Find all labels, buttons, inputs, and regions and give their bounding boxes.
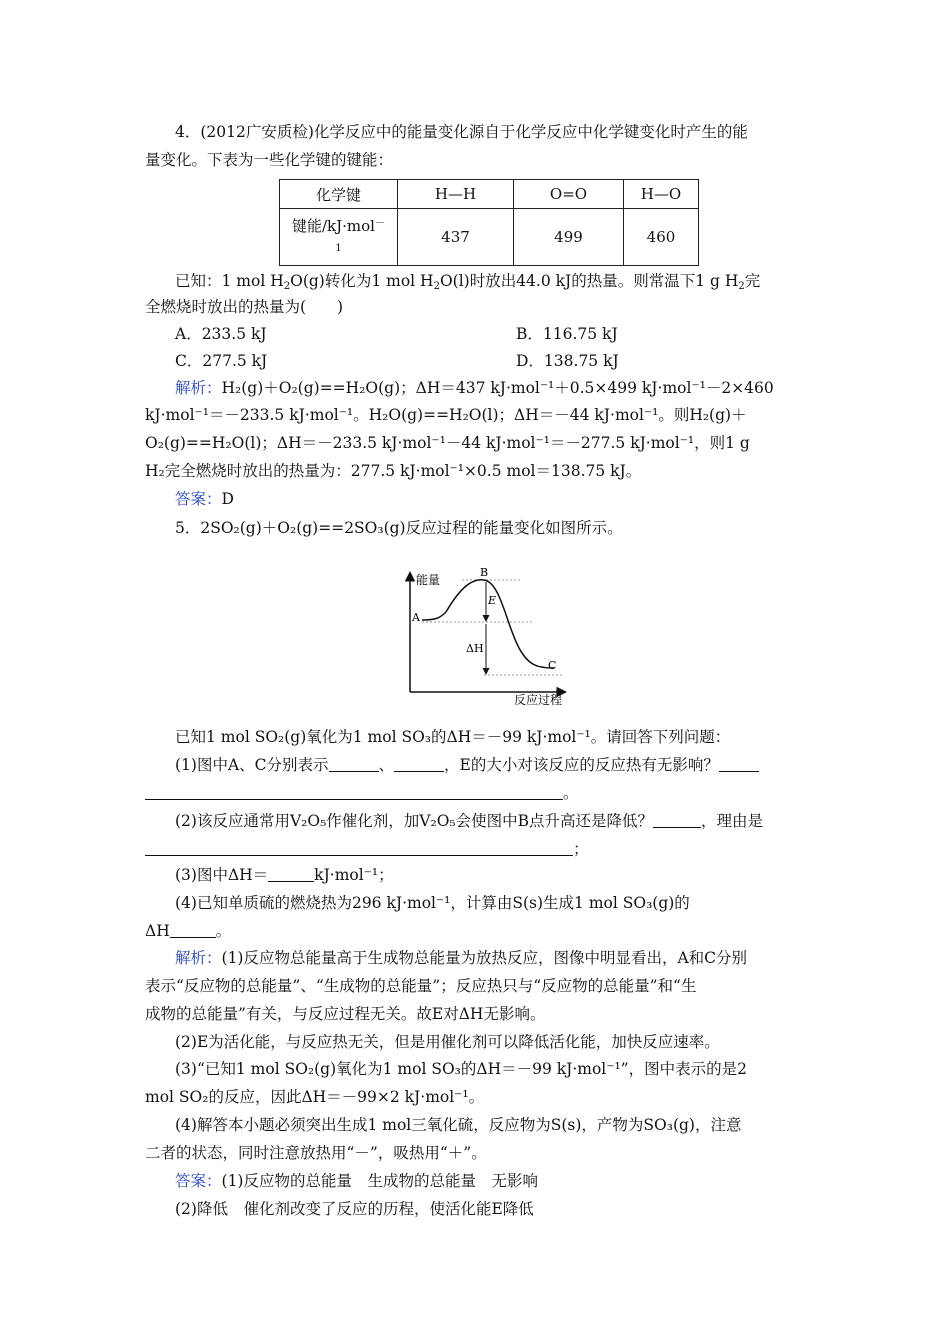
x-axis-label: 反应过程	[514, 693, 563, 707]
table-cell: 437	[398, 209, 514, 266]
table-cell: 460	[624, 209, 699, 266]
sub1-text: ，E的大小对该反应的反应热有无影响？	[444, 756, 719, 774]
sub2-text: ，理由是	[701, 812, 764, 830]
answer-blank[interactable]	[653, 812, 701, 828]
q5-known: 已知1 mol SO₂(g)氧化为1 mol SO₃的ΔH＝－99 kJ·mol⁻¹。请回答下列问题：	[175, 728, 731, 746]
option-a: A．233.5 kJ	[175, 325, 267, 343]
q5-analysis-3a: (3)“已知1 mol SO₂(g)氧化为1 mol SO₃的ΔH＝－99 kJ·mol⁻¹”，图中表示的是2	[175, 1060, 747, 1078]
answer-text: (1)反应物的总能量 生成物的总能量 无影响	[221, 1172, 538, 1190]
q4-known-part: O(g)转化为1 mol H	[290, 272, 434, 290]
q4-line2: 量变化。下表为一些化学键的键能：	[145, 151, 394, 169]
q5-sub4-cont	[145, 920, 807, 942]
q4-analysis-line2: kJ·mol⁻¹＝－233.5 kJ·mol⁻¹。H₂O(g)==H₂O(l)；ΔH＝－44 kJ·mol⁻¹。则H₂(g)＋	[145, 406, 747, 424]
answer-label: 答案：	[175, 490, 222, 508]
option-d: D．138.75 kJ	[516, 352, 619, 370]
q5-analysis-line1	[175, 947, 807, 969]
e-label: E	[488, 594, 497, 607]
point-a-label: A	[412, 611, 420, 624]
q5-sub1-cont	[145, 782, 807, 804]
q4-answer	[175, 488, 807, 510]
table-row-label	[280, 209, 398, 266]
table-header-row	[280, 180, 699, 209]
q5-analysis-2: (2)E为活化能，与反应热无关，但是用催化剂可以降低活化能，加快反应速率。	[175, 1033, 720, 1051]
analysis-text: (1)反应物总能量高于生成物总能量为放热反应，图像中明显看出，A和C分别	[221, 949, 748, 967]
table-header-cell: O=O	[514, 180, 624, 209]
q5-sub2-cont	[145, 838, 807, 860]
table-header-cell: H—O	[624, 180, 699, 209]
table-header-cell: H—H	[398, 180, 514, 209]
answer-blank[interactable]	[268, 866, 314, 882]
sub2-end: ；	[573, 840, 589, 858]
q5-answer-2: (2)降低 催化剂改变了反应的历程，使活化能E降低	[175, 1200, 534, 1218]
q5-title: 5．2SO₂(g)＋O₂(g)==2SO₃(g)反应过程的能量变化如图所示。	[175, 519, 623, 537]
table-cell: 499	[514, 209, 624, 266]
analysis-label: 解析：	[175, 379, 222, 397]
q5-analysis-line3: 成物的总能量”有关，与反应过程无关。故E对ΔH无影响。	[145, 1005, 546, 1023]
row-label-sup: －	[374, 217, 385, 229]
sub1-end: 。	[563, 784, 579, 802]
answer-blank[interactable]	[170, 922, 216, 938]
option-b: B．116.75 kJ	[516, 325, 618, 343]
bond-energy-table	[279, 179, 699, 266]
point-b-label: B	[480, 566, 489, 579]
q4-question: 全燃烧时放出的热量为( )	[145, 298, 344, 316]
q5-analysis-line2: 表示“反应物的总能量”、“生成物的总能量”；反应热只与“反应物的总能量”和“生	[145, 977, 697, 995]
q5-sub3	[175, 864, 807, 886]
energy-diagram	[402, 562, 574, 710]
row-label-text: 键能/kJ·mol	[292, 216, 375, 235]
table-header-cell: 化学键	[280, 180, 398, 209]
analysis-label: 解析：	[175, 949, 222, 967]
q4-known-part: 完	[744, 272, 761, 290]
q4-analysis-line1	[175, 377, 807, 399]
q4-known: 已知：1 mol $H_2O(g)$转化为1 mol $H_2O(l)$时放出44.0 kJ的热量。则常温下1 g $H_2$完	[175, 272, 761, 292]
table-row	[280, 209, 699, 266]
q5-analysis-4b: 二者的状态，同时注意放热用“－”，吸热用“＋”。	[145, 1144, 487, 1162]
answer-value: D	[221, 490, 234, 508]
answer-blank[interactable]	[719, 756, 759, 772]
sub4-end: 。	[215, 922, 232, 940]
q4-line1: 4．(2012广安质检)化学反应中的能量变化源自于化学反应中化学键变化时产生的能	[175, 123, 748, 141]
q5-analysis-3b: mol SO₂的反应，因此ΔH＝－99×2 kJ·mol⁻¹。	[145, 1088, 485, 1106]
answer-label: 答案：	[175, 1172, 222, 1190]
answer-blank[interactable]	[145, 840, 573, 856]
q4-analysis-line4: H₂完全燃烧时放出的热量为：277.5 kJ·mol⁻¹×0.5 mol＝138.75 kJ。	[145, 462, 642, 480]
q5-sub2	[175, 810, 807, 832]
q5-answer-1	[175, 1170, 807, 1192]
dh-label: ΔH	[466, 642, 484, 655]
q5-sub4: (4)已知单质硫的燃烧热为296 kJ·mol⁻¹，计算由S(s)生成1 mol SO₃(g)的	[175, 894, 690, 912]
analysis-text: H₂(g)＋O₂(g)==H₂O(g)；ΔH＝437 kJ·mol⁻¹＋0.5×499 kJ·mol⁻¹－2×460	[221, 379, 774, 397]
option-c: C．277.5 kJ	[175, 352, 268, 370]
answer-blank[interactable]	[394, 756, 444, 772]
y-axis-label: 能量	[416, 573, 441, 587]
energy-curve	[422, 580, 554, 668]
q5-analysis-4a: (4)解答本小题必须突出生成1 mol三氧化硫，反应物为S(s)，产物为SO₃(g)，注意	[175, 1116, 742, 1134]
sub1-sep: 、	[378, 756, 395, 774]
q4-known-part: O(l)时放出44.0 kJ的热量。则常温下1 g H	[439, 272, 739, 290]
q4-analysis-line3: O₂(g)==H₂O(l)；ΔH＝－233.5 kJ·mol⁻¹－44 kJ·mol⁻¹＝－277.5 kJ·mol⁻¹，则1 g	[145, 434, 750, 452]
sub3-text: kJ·mol⁻¹；	[314, 866, 394, 884]
q4-known-part: 已知：1 mol H	[175, 272, 284, 290]
row-label-tail: 1	[335, 242, 342, 254]
sub1-text: (1)图中A、C分别表示	[175, 756, 329, 774]
sub4-text: ΔH	[145, 922, 170, 940]
q5-sub1	[175, 754, 807, 776]
point-c-label: C	[548, 659, 557, 672]
answer-blank[interactable]	[329, 756, 379, 772]
sub3-text: (3)图中ΔH＝	[175, 866, 269, 884]
sub2-text: (2)该反应通常用V₂O₅作催化剂，加V₂O₅会使图中B点升高还是降低？	[175, 812, 654, 830]
answer-blank[interactable]	[145, 784, 563, 800]
